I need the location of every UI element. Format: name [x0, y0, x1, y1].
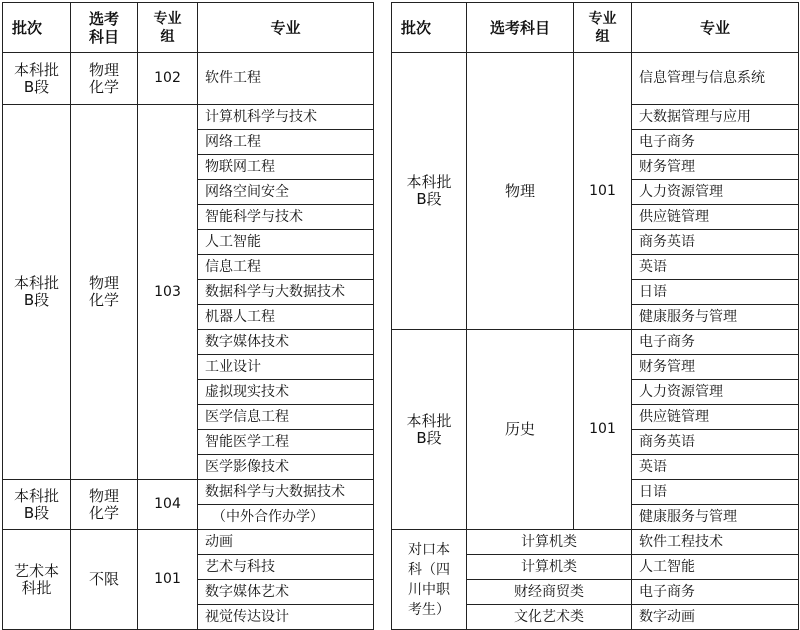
- major-cell: 网络空间安全: [198, 180, 374, 205]
- major-cell: 网络工程: [198, 130, 374, 155]
- batch-cell: 本科批 B段: [3, 105, 71, 480]
- right-header-row: [392, 3, 799, 53]
- table-row: [3, 105, 374, 130]
- right-table: [391, 2, 799, 630]
- batch-cell: 本科批 B段: [3, 480, 71, 530]
- major-cell: 动画: [198, 530, 374, 555]
- batch-cell: 对口本 科（四 川中职 考生）: [392, 530, 467, 630]
- group-code-cell: 101: [574, 53, 632, 330]
- subject-cell: 财经商贸类: [467, 580, 632, 605]
- major-cell: 数字媒体技术: [198, 330, 374, 355]
- major-cell: 电子商务: [632, 330, 799, 355]
- major-cell: 艺术与科技: [198, 555, 374, 580]
- left-table: [2, 2, 374, 630]
- header-major: 专业: [198, 3, 374, 53]
- subject-cell: 文化艺术类: [467, 605, 632, 630]
- major-cell: 商务英语: [632, 430, 799, 455]
- subject-cell: 物理 化学: [71, 53, 138, 105]
- major-cell: 数字媒体艺术: [198, 580, 374, 605]
- subject-cell: 不限: [71, 530, 138, 630]
- header-major: 专业: [632, 3, 799, 53]
- major-cell: 日语: [632, 280, 799, 305]
- header-subject: 选考 科目: [71, 3, 138, 53]
- major-cell: 电子商务: [632, 130, 799, 155]
- major-cell: 智能科学与技术: [198, 205, 374, 230]
- major-cell: 工业设计: [198, 355, 374, 380]
- major-cell: 健康服务与管理: [632, 305, 799, 330]
- major-cell: 虚拟现实技术: [198, 380, 374, 405]
- table-row: [392, 53, 799, 105]
- batch-cell: 本科批 B段: [392, 53, 467, 330]
- major-cell: 大数据管理与应用: [632, 105, 799, 130]
- subject-cell: 物理: [467, 53, 574, 330]
- table-row: [3, 53, 374, 105]
- major-cell: 人力资源管理: [632, 380, 799, 405]
- major-cell: 健康服务与管理: [632, 505, 799, 530]
- group-code-cell: 103: [138, 105, 198, 480]
- major-cell: 智能医学工程: [198, 430, 374, 455]
- table-row: [3, 480, 374, 505]
- header-batch: 批次: [392, 3, 467, 53]
- group-code-cell: 102: [138, 53, 198, 105]
- header-subject: 选考科目: [467, 3, 574, 53]
- major-cell: 人工智能: [198, 230, 374, 255]
- group-code-cell: 101: [138, 530, 198, 630]
- group-code-cell: 101: [574, 330, 632, 530]
- table-row: [392, 330, 799, 355]
- major-cell: 软件工程: [198, 53, 374, 105]
- subject-cell: 历史: [467, 330, 574, 530]
- left-header-row: [3, 3, 374, 53]
- major-cell: 电子商务: [632, 580, 799, 605]
- major-cell: 信息管理与信息系统: [632, 53, 799, 105]
- header-group: 专业 组: [574, 3, 632, 53]
- major-cell: 财务管理: [632, 155, 799, 180]
- major-cell: 数据科学与大数据技术: [198, 480, 374, 505]
- major-cell: 商务英语: [632, 230, 799, 255]
- batch-cell: 艺术本 科批: [3, 530, 71, 630]
- major-cell: 日语: [632, 480, 799, 505]
- major-cell: 物联网工程: [198, 155, 374, 180]
- major-cell: 信息工程: [198, 255, 374, 280]
- subject-cell: 计算机类: [467, 530, 632, 555]
- major-cell: 软件工程技术: [632, 530, 799, 555]
- subject-cell: 计算机类: [467, 555, 632, 580]
- subject-cell: 物理 化学: [71, 105, 138, 480]
- subject-cell: 物理 化学: [71, 480, 138, 530]
- major-cell: 供应链管理: [632, 405, 799, 430]
- major-cell: 供应链管理: [632, 205, 799, 230]
- major-cell: 数据科学与大数据技术: [198, 280, 374, 305]
- major-cell: 视觉传达设计: [198, 605, 374, 630]
- major-cell: 财务管理: [632, 355, 799, 380]
- header-group: 专业 组: [138, 3, 198, 53]
- header-batch: 批次: [3, 3, 71, 53]
- major-cell: 人工智能: [632, 555, 799, 580]
- major-cell: 英语: [632, 255, 799, 280]
- major-cell: 医学影像技术: [198, 455, 374, 480]
- table-row: [392, 530, 799, 555]
- batch-cell: 本科批 B段: [392, 330, 467, 530]
- batch-cell: 本科批 B段: [3, 53, 71, 105]
- major-cell: 数字动画: [632, 605, 799, 630]
- table-row: [3, 530, 374, 555]
- major-cell: 计算机科学与技术: [198, 105, 374, 130]
- group-code-cell: 104: [138, 480, 198, 530]
- major-cell: 人力资源管理: [632, 180, 799, 205]
- major-cell: 机器人工程: [198, 305, 374, 330]
- major-cell: 英语: [632, 455, 799, 480]
- major-cell: 医学信息工程: [198, 405, 374, 430]
- major-cell: （中外合作办学）: [198, 505, 374, 530]
